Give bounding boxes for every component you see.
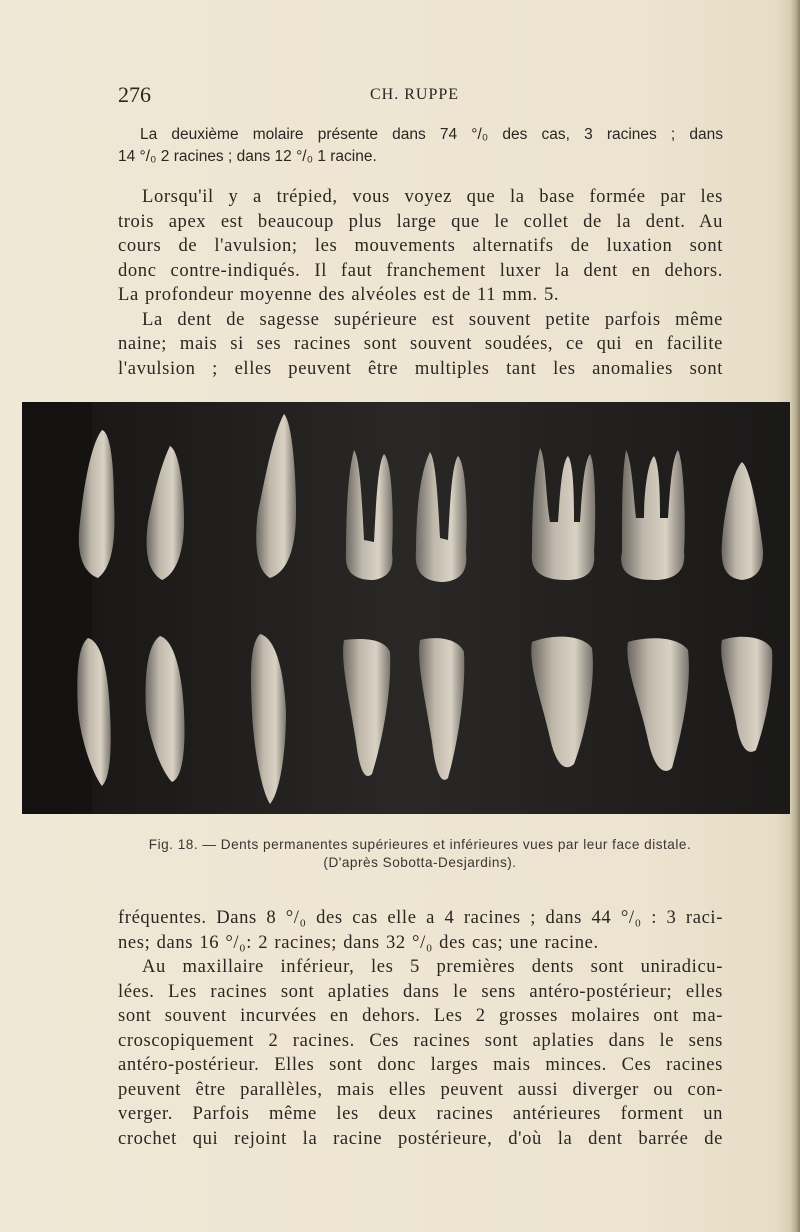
text-line: l'avulsion ; elles peuvent être multiples tant les anomalies sont <box>118 357 723 379</box>
text-line: lées. Les racines sont aplaties dans le sens antéro-postérieur; elles <box>118 980 723 1002</box>
page-number: 276 <box>118 82 151 107</box>
text-line: croscopiquement 2 racines. Ces racines sont aplaties dans le sens <box>118 1029 723 1051</box>
running-head: CH. RUPPE <box>370 86 460 103</box>
caption-attribution: (D'après Sobotta-Desjardins). <box>323 855 517 870</box>
text-line: Lorsqu'il y a trépied, vous voyez que la base formée par les <box>142 186 723 207</box>
teeth-illustration <box>22 402 790 814</box>
small-paragraph <box>118 124 723 168</box>
text-line: cours de l'avulsion; les mouvements alternatifs de luxation sont <box>118 235 723 256</box>
figure-caption <box>100 836 740 872</box>
paragraph-1 <box>118 185 723 381</box>
text-line: peuvent être parallèles, mais elles peuvent aussi diverger ou con- <box>118 1078 723 1100</box>
book-spine-shadow <box>790 0 800 1232</box>
figure-teeth-photograph <box>22 402 790 814</box>
text-line: La dent de sagesse supérieure est souvent petite parfois même <box>142 308 723 330</box>
small-paragraph-line: La deuxième molaire présente dans 74 °/₀ des cas, 3 racines ; dans <box>140 126 723 143</box>
text-line: crochet qui rejoint la racine postérieure, d'où la dent barrée de <box>118 1127 723 1149</box>
caption-line: Fig. 18. — Dents permanentes supérieures et inférieures vues par leur face distale. <box>148 837 692 852</box>
upper-molar-1 <box>532 448 595 580</box>
text-line: La profondeur moyenne des alvéoles est de 11 mm. 5. <box>118 284 560 305</box>
text-line: fréquentes. Dans 8 °/₀ des cas elle a 4 racines ; dans 44 °/₀ : 3 raci- <box>118 907 723 928</box>
text-line: naine; mais si ses racines sont souvent soudées, ce qui en facilite <box>118 333 723 354</box>
text-line: verger. Parfois même les deux racines antérieures forment un <box>118 1103 723 1124</box>
text-line: antéro-postérieur. Elles sont donc larges mais minces. Ces racines <box>118 1054 723 1075</box>
upper-molar-2 <box>621 450 685 580</box>
small-paragraph-line: 14 °/₀ 2 racines ; dans 12 °/₀ 1 racine. <box>118 148 377 165</box>
text-line: donc contre-indiqués. Il faut franchement luxer la dent en dehors. <box>118 259 723 281</box>
page-header <box>118 82 718 112</box>
text-line: Au maxillaire inférieur, les 5 premières dents sont uniradicu- <box>142 956 723 977</box>
text-line: trois apex est beaucoup plus large que le collet de la dent. Au <box>118 210 723 232</box>
paragraph-2 <box>118 906 723 1151</box>
text-line: sont souvent incurvées en dehors. Les 2 grosses molaires ont ma- <box>118 1005 723 1026</box>
text-line: nes; dans 16 °/₀: 2 racines; dans 32 °/₀ des cas; une racine. <box>118 931 599 953</box>
